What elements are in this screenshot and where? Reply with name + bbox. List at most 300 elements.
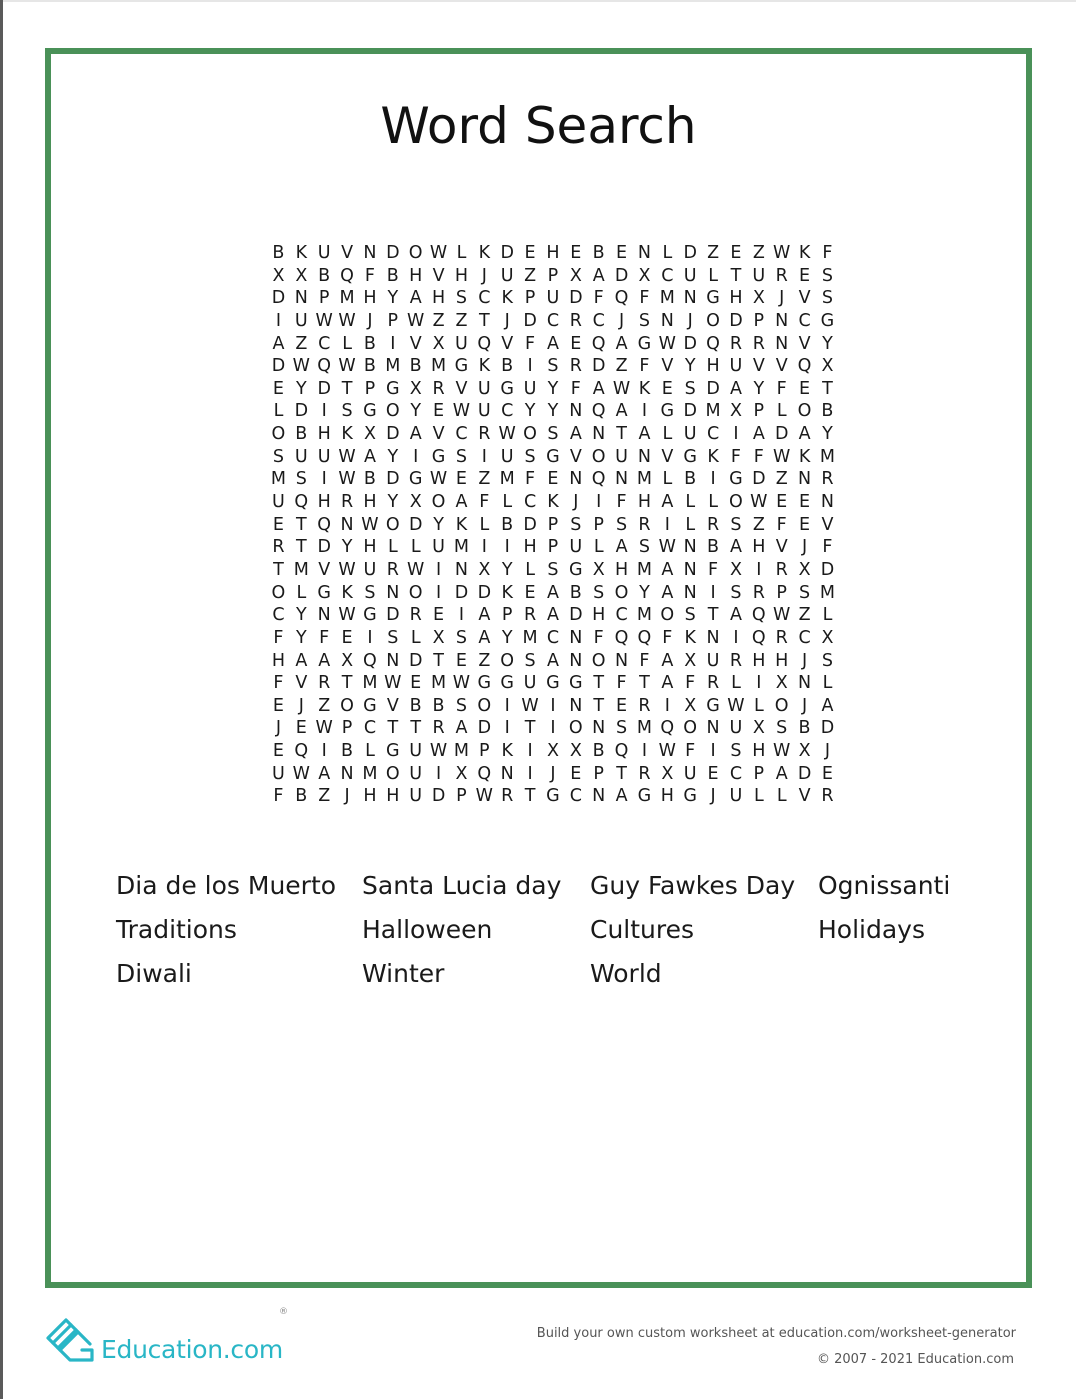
- grid-letter: G: [386, 378, 400, 399]
- grid-letter: W: [429, 469, 448, 490]
- grid-letter: N: [569, 401, 583, 422]
- education-logo[interactable]: [44, 1314, 284, 1374]
- grid-letter: A: [615, 537, 628, 558]
- grid-letter: X: [432, 333, 445, 354]
- grid-letter: R: [638, 763, 651, 784]
- grid-letter: S: [570, 514, 582, 535]
- worksheet-title: Word Search: [380, 97, 697, 155]
- grid-letter: X: [478, 559, 491, 580]
- grid-letter: T: [410, 718, 422, 739]
- grid-letter: Y: [433, 514, 444, 535]
- grid-letter: D: [820, 718, 835, 739]
- grid-letter: A: [661, 492, 674, 513]
- grid-letter: S: [524, 650, 536, 671]
- grid-letter: M: [270, 469, 286, 490]
- grid-letter: W: [407, 310, 425, 331]
- grid-letter: P: [753, 763, 765, 784]
- grid-letter: S: [730, 514, 742, 535]
- education-logo-icon: [44, 1314, 96, 1366]
- grid-letter: W: [773, 741, 791, 762]
- grid-letter: H: [271, 650, 286, 671]
- grid-letter: O: [774, 695, 789, 716]
- grid-letter: V: [775, 537, 788, 558]
- grid-letter: O: [271, 582, 286, 603]
- grid-letter: F: [639, 356, 650, 377]
- grid-letter: P: [341, 718, 353, 739]
- grid-letter: I: [435, 559, 442, 580]
- word-list-item: Diwali: [116, 959, 192, 988]
- grid-letter: B: [798, 718, 811, 739]
- grid-letter: P: [524, 288, 536, 309]
- grid-letter: M: [431, 356, 447, 377]
- grid-letter: G: [569, 559, 583, 580]
- grid-letter: C: [706, 424, 720, 445]
- grid-letter: E: [433, 401, 445, 422]
- grid-letter: S: [455, 627, 467, 648]
- footer-build-text: Build your own custom worksheet at education.com/worksheet-generator: [536, 1326, 1016, 1341]
- grid-letter: D: [569, 605, 583, 626]
- grid-letter: N: [683, 537, 697, 558]
- grid-letter: G: [660, 401, 675, 422]
- grid-letter: R: [729, 650, 743, 671]
- grid-letter: S: [730, 741, 742, 762]
- grid-letter: T: [616, 424, 627, 445]
- grid-letter: D: [797, 763, 812, 784]
- grid-letter: J: [779, 288, 785, 309]
- grid-letter: C: [798, 627, 811, 648]
- grid-letter: N: [706, 627, 720, 648]
- grid-letter: O: [706, 310, 720, 331]
- grid-letter: Z: [318, 786, 331, 807]
- word-list-item: Halloween: [362, 915, 493, 944]
- grid-letter: S: [455, 446, 467, 467]
- grid-letter: W: [338, 605, 356, 626]
- grid-letter: S: [364, 582, 376, 603]
- grid-letter: P: [593, 763, 604, 784]
- grid-letter: T: [593, 673, 605, 694]
- grid-letter: O: [523, 424, 537, 445]
- grid-letter: H: [752, 537, 766, 558]
- grid-letter: F: [753, 446, 764, 467]
- grid-letter: U: [500, 446, 514, 467]
- grid-letter: I: [641, 741, 648, 762]
- word-list-item: Holidays: [818, 915, 925, 944]
- grid-letter: P: [753, 310, 765, 331]
- grid-letter: O: [660, 605, 675, 626]
- grid-letter: I: [504, 537, 510, 558]
- grid-letter: A: [546, 605, 559, 626]
- grid-letter: K: [478, 243, 491, 263]
- grid-letter: S: [272, 446, 284, 467]
- grid-letter: Y: [822, 424, 833, 445]
- grid-letter: B: [409, 695, 422, 716]
- grid-letter: N: [775, 310, 789, 331]
- grid-letter: A: [615, 333, 628, 354]
- grid-letter: X: [592, 559, 605, 580]
- grid-letter: Y: [547, 401, 559, 422]
- grid-letter: A: [729, 378, 742, 399]
- grid-row: [267, 287, 839, 310]
- grid-letter: A: [729, 605, 742, 626]
- grid-letter: F: [822, 537, 833, 558]
- grid-letter: S: [684, 378, 696, 399]
- grid-letter: F: [593, 288, 604, 309]
- grid-letter: N: [592, 786, 606, 807]
- grid-letter: L: [731, 673, 741, 694]
- word-list-item: Dia de los Muerto: [116, 871, 337, 900]
- grid-letter: A: [546, 582, 559, 603]
- grid-letter: X: [821, 356, 834, 377]
- grid-letter: N: [637, 446, 651, 467]
- grid-letter: Q: [637, 627, 652, 648]
- grid-letter: U: [272, 492, 285, 513]
- grid-letter: H: [363, 492, 377, 513]
- grid-letter: V: [821, 514, 834, 535]
- grid-row: [267, 604, 839, 627]
- grid-letter: S: [730, 582, 742, 603]
- grid-letter: D: [317, 378, 331, 399]
- grid-letter: O: [477, 695, 492, 716]
- grid-letter: Q: [591, 333, 606, 354]
- grid-letter: B: [318, 265, 331, 286]
- grid-letter: I: [413, 446, 419, 467]
- grid-letter: P: [364, 378, 376, 399]
- grid-letter: G: [454, 356, 469, 377]
- grid-letter: A: [752, 424, 765, 445]
- grid-letter: S: [547, 559, 559, 580]
- grid-row: [267, 559, 839, 582]
- grid-letter: D: [523, 514, 537, 535]
- grid-letter: U: [523, 673, 537, 694]
- grid-letter: A: [661, 650, 674, 671]
- grid-letter: U: [683, 424, 697, 445]
- letter-grid: [267, 242, 839, 808]
- grid-letter: W: [773, 243, 791, 263]
- grid-letter: D: [683, 401, 697, 422]
- grid-letter: H: [363, 786, 377, 807]
- grid-letter: L: [662, 243, 673, 263]
- grid-letter: I: [733, 424, 739, 445]
- grid-letter: I: [275, 310, 282, 331]
- grid-letter: T: [433, 650, 444, 671]
- grid-letter: R: [501, 786, 514, 807]
- grid-letter: S: [455, 288, 467, 309]
- grid-letter: U: [317, 243, 331, 263]
- grid-letter: T: [341, 378, 353, 399]
- grid-letter: L: [410, 627, 421, 648]
- grid-letter: B: [341, 741, 354, 762]
- grid-letter: R: [821, 469, 834, 490]
- grid-letter: O: [500, 650, 515, 671]
- grid-letter: X: [821, 627, 834, 648]
- grid-letter: F: [639, 650, 650, 671]
- grid-letter: S: [799, 582, 811, 603]
- grid-letter: X: [752, 288, 765, 309]
- grid-letter: U: [432, 537, 445, 558]
- grid-letter: U: [615, 446, 628, 467]
- grid-letter: J: [824, 741, 831, 762]
- grid-row: [267, 627, 839, 650]
- grid-letter: R: [775, 627, 788, 648]
- grid-letter: Z: [707, 243, 720, 263]
- grid-row: [267, 672, 839, 695]
- grid-letter: N: [775, 333, 789, 354]
- grid-letter: D: [317, 537, 331, 558]
- grid-letter: W: [338, 356, 356, 377]
- grid-letter: E: [821, 763, 833, 784]
- grid-letter: B: [432, 695, 445, 716]
- grid-letter: K: [341, 424, 353, 445]
- grid-letter: L: [662, 424, 673, 445]
- grid-letter: X: [432, 627, 445, 648]
- grid-letter: W: [452, 673, 471, 694]
- grid-letter: U: [729, 786, 743, 807]
- grid-letter: J: [550, 763, 556, 784]
- grid-letter: M: [499, 469, 515, 490]
- grid-letter: R: [340, 492, 354, 513]
- grid-letter: T: [639, 673, 650, 694]
- grid-letter: F: [570, 378, 581, 399]
- grid-letter: N: [706, 718, 720, 739]
- grid-letter: B: [386, 265, 399, 286]
- grid-letter: L: [342, 333, 352, 354]
- grid-letter: L: [753, 695, 764, 716]
- grid-letter: Y: [387, 492, 399, 513]
- grid-letter: D: [294, 401, 309, 422]
- grid-letter: I: [321, 741, 327, 762]
- grid-letter: E: [455, 469, 467, 490]
- grid-letter: U: [317, 446, 331, 467]
- grid-letter: R: [478, 424, 491, 445]
- grid-letter: Q: [751, 627, 766, 648]
- word-list-item: Ognissanti: [818, 871, 951, 900]
- grid-letter: Q: [751, 605, 766, 626]
- grid-letter: D: [386, 605, 400, 626]
- grid-letter: R: [775, 265, 788, 286]
- grid-letter: W: [658, 537, 676, 558]
- grid-letter: S: [455, 695, 467, 716]
- grid-letter: G: [637, 333, 652, 354]
- grid-letter: D: [591, 356, 606, 377]
- grid-letter: E: [570, 763, 582, 784]
- grid-letter: D: [477, 582, 492, 603]
- grid-letter: J: [344, 786, 350, 807]
- grid-letter: E: [433, 605, 445, 626]
- grid-letter: F: [525, 469, 536, 490]
- grid-letter: X: [798, 741, 811, 762]
- grid-letter: A: [592, 378, 605, 399]
- grid-letter: A: [798, 424, 811, 445]
- grid-letter: V: [798, 786, 811, 807]
- grid-letter: D: [408, 514, 423, 535]
- grid-letter: K: [501, 582, 513, 603]
- grid-letter: M: [453, 537, 469, 558]
- grid-letter: K: [684, 627, 696, 648]
- grid-letter: S: [616, 718, 628, 739]
- grid-letter: A: [455, 492, 468, 513]
- grid-letter: N: [660, 310, 674, 331]
- grid-letter: W: [338, 559, 356, 580]
- grid-letter: C: [455, 424, 468, 445]
- grid-letter: X: [684, 695, 697, 716]
- grid-letter: N: [340, 514, 354, 535]
- grid-letter: B: [707, 537, 720, 558]
- grid-letter: O: [568, 718, 583, 739]
- grid-letter: S: [638, 537, 650, 558]
- grid-letter: H: [363, 288, 377, 309]
- grid-letter: E: [799, 265, 811, 286]
- grid-letter: Y: [822, 333, 833, 354]
- grid-letter: Q: [614, 627, 629, 648]
- grid-letter: K: [638, 378, 651, 399]
- grid-letter: I: [664, 514, 670, 535]
- grid-letter: F: [273, 627, 284, 648]
- grid-letter: R: [752, 582, 765, 603]
- grid-letter: D: [683, 243, 697, 263]
- grid-letter: L: [776, 401, 787, 422]
- grid-letter: S: [684, 605, 696, 626]
- grid-letter: Z: [752, 514, 765, 535]
- grid-letter: N: [615, 469, 629, 490]
- grid-letter: L: [365, 741, 375, 762]
- grid-letter: J: [481, 265, 487, 286]
- grid-letter: A: [592, 265, 605, 286]
- grid-letter: T: [295, 537, 307, 558]
- grid-letter: B: [363, 356, 376, 377]
- grid-letter: A: [661, 582, 674, 603]
- grid-letter: W: [773, 605, 791, 626]
- grid-letter: Q: [614, 741, 629, 762]
- grid-letter: N: [386, 650, 400, 671]
- grid-row: [267, 763, 839, 786]
- grid-letter: U: [409, 741, 423, 762]
- grid-letter: V: [432, 265, 445, 286]
- grid-letter: B: [409, 356, 422, 377]
- grid-letter: A: [272, 333, 285, 354]
- grid-row: [267, 740, 839, 763]
- grid-letter: T: [295, 514, 307, 535]
- grid-letter: M: [636, 718, 652, 739]
- grid-letter: P: [593, 514, 604, 535]
- grid-letter: J: [710, 786, 716, 807]
- grid-letter: E: [295, 718, 307, 739]
- word-list-item: World: [590, 959, 662, 988]
- grid-letter: A: [546, 333, 559, 354]
- grid-letter: W: [750, 492, 768, 513]
- grid-letter: I: [756, 673, 762, 694]
- grid-letter: E: [524, 582, 536, 603]
- word-list-item: Cultures: [590, 915, 695, 944]
- grid-letter: B: [684, 469, 697, 490]
- grid-letter: W: [338, 469, 356, 490]
- grid-letter: W: [292, 356, 310, 377]
- grid-letter: H: [637, 492, 652, 513]
- grid-letter: M: [819, 446, 835, 467]
- grid-letter: E: [570, 243, 582, 263]
- grid-letter: K: [455, 514, 468, 535]
- grid-letter: F: [273, 786, 284, 807]
- grid-letter: U: [363, 559, 377, 580]
- grid-letter: J: [573, 492, 579, 513]
- grid-letter: O: [729, 492, 743, 513]
- grid-letter: A: [455, 718, 468, 739]
- grid-letter: E: [272, 741, 284, 762]
- grid-letter: U: [729, 718, 743, 739]
- grid-letter: Z: [775, 469, 788, 490]
- grid-letter: G: [363, 605, 377, 626]
- grid-letter: U: [500, 265, 514, 286]
- grid-letter: D: [752, 469, 766, 490]
- grid-letter: F: [776, 378, 787, 399]
- grid-letter: V: [318, 559, 331, 580]
- grid-row: [267, 468, 839, 491]
- grid-letter: E: [547, 469, 559, 490]
- grid-letter: F: [730, 446, 741, 467]
- grid-letter: Y: [753, 378, 765, 399]
- grid-letter: D: [271, 288, 286, 309]
- grid-letter: R: [318, 673, 331, 694]
- grid-letter: N: [683, 559, 697, 580]
- grid-letter: I: [550, 718, 556, 739]
- grid-letter: O: [797, 401, 812, 422]
- grid-letter: D: [706, 378, 720, 399]
- grid-letter: U: [409, 786, 423, 807]
- grid-letter: O: [614, 582, 629, 603]
- grid-letter: E: [776, 492, 788, 513]
- grid-letter: T: [341, 673, 353, 694]
- grid-letter: I: [435, 763, 442, 784]
- page-top-edge: [0, 0, 1076, 2]
- grid-letter: L: [776, 786, 787, 807]
- grid-letter: K: [501, 288, 513, 309]
- grid-letter: P: [456, 786, 467, 807]
- grid-letter: L: [410, 537, 421, 558]
- grid-letter: Y: [295, 605, 307, 626]
- grid-letter: A: [318, 650, 331, 671]
- grid-letter: X: [363, 424, 376, 445]
- grid-letter: I: [596, 492, 602, 513]
- grid-letter: H: [317, 492, 331, 513]
- grid-letter: L: [273, 401, 284, 422]
- grid-letter: U: [752, 265, 766, 286]
- grid-letter: Y: [639, 582, 650, 603]
- grid-row: [267, 446, 839, 469]
- grid-letter: E: [799, 514, 811, 535]
- grid-letter: E: [707, 763, 719, 784]
- grid-letter: C: [523, 492, 537, 513]
- grid-letter: C: [546, 310, 560, 331]
- grid-letter: J: [275, 718, 282, 739]
- grid-letter: X: [455, 763, 468, 784]
- grid-letter: X: [798, 559, 811, 580]
- grid-letter: U: [683, 763, 697, 784]
- grid-letter: M: [636, 469, 652, 490]
- grid-letter: W: [773, 446, 791, 467]
- grid-letter: R: [386, 559, 399, 580]
- grid-letter: S: [821, 288, 833, 309]
- word-list-item: Traditions: [116, 915, 237, 944]
- grid-letter: Z: [798, 605, 811, 626]
- grid-letter: D: [477, 718, 492, 739]
- grid-letter: A: [478, 627, 491, 648]
- grid-letter: O: [591, 650, 606, 671]
- grid-letter: G: [363, 401, 377, 422]
- grid-letter: I: [527, 741, 533, 762]
- grid-letter: E: [341, 627, 353, 648]
- grid-letter: N: [592, 424, 606, 445]
- grid-letter: T: [387, 718, 399, 739]
- grid-letter: E: [455, 650, 467, 671]
